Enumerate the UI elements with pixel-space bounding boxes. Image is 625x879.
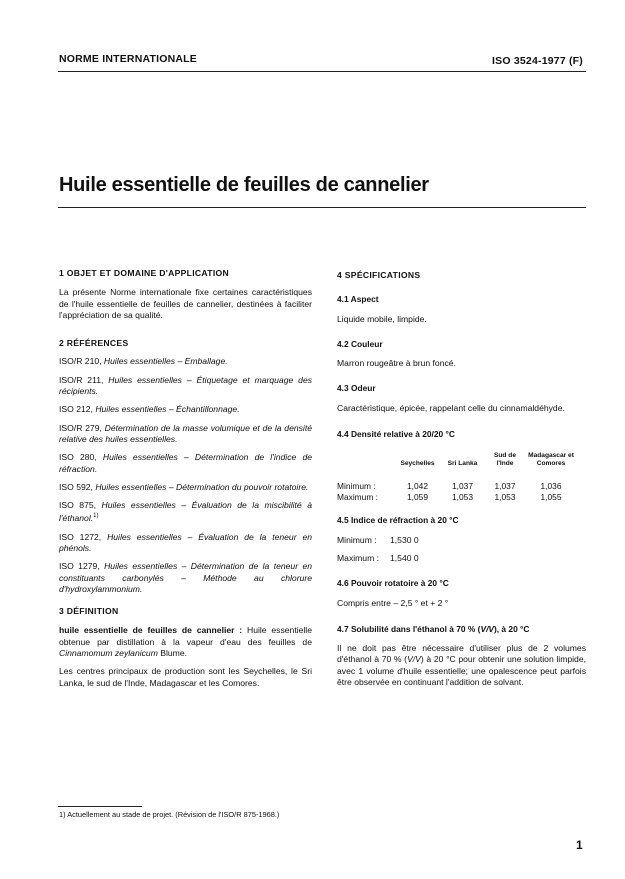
refraction-max-value: 1,540 0 xyxy=(390,552,419,563)
row-label: Minimum : xyxy=(337,481,376,492)
reference-number: ISO/R 279, xyxy=(59,422,102,433)
references-list xyxy=(59,356,312,595)
reference-number: ISO 592, xyxy=(59,481,93,492)
production-centres: Les centres principaux de production sont les Seychelles, le Sri Lanka, le sud de l'Inde, Madagascar et les Comores. xyxy=(59,666,312,688)
row-label: Maximum : xyxy=(337,492,378,503)
row-label: Minimum : xyxy=(337,534,377,545)
reference-item xyxy=(59,482,312,493)
reference-title: Huiles essentielles – Échantillonnage. xyxy=(95,404,240,415)
density-row-minimum xyxy=(337,481,577,492)
section-2-heading: 2 RÉFÉRENCES xyxy=(59,338,129,349)
table-cell: 1,055 xyxy=(540,492,562,503)
reference-item xyxy=(59,423,312,446)
right-column xyxy=(337,270,586,688)
title-rule xyxy=(58,207,586,208)
solubilite-heading xyxy=(337,624,586,635)
left-column xyxy=(59,268,312,689)
definition-term: huile essentielle de feuilles de cannelier : xyxy=(59,625,243,636)
solubilite-text-vv: V/V xyxy=(407,654,421,665)
odeur-text: Caractéristique, épicée, rappelant celle du cinnamaldéhyde. xyxy=(337,402,565,413)
density-col-header: Sri Lanka xyxy=(447,460,478,468)
definition-body: Huile essentielle obtenue par distillation à la vapeur d'eau des feuilles de xyxy=(59,625,312,647)
table-cell: 1,042 xyxy=(407,481,428,492)
couleur-text: Marron rougeâtre à brun foncé. xyxy=(337,358,456,369)
reference-title: Huiles essentielles – Détermination de la teneur en constituants carbonylés – Méthode au chlorure d'hydroxylammonium. xyxy=(59,561,313,594)
footnote-rule xyxy=(58,806,142,807)
density-col-header: Sud de l'Inde xyxy=(494,452,516,468)
reference-item xyxy=(59,375,312,398)
reference-title: Huiles essentielles – Évaluation de la miscibilité à l'éthanol. xyxy=(59,500,312,524)
density-col-header: Madagascar et Comores xyxy=(528,452,574,468)
aspect-text: Liquide mobile, limpide. xyxy=(337,313,427,324)
reference-item xyxy=(59,356,312,367)
refraction-min-value: 1,530 0 xyxy=(390,534,419,545)
table-cell: 1,036 xyxy=(540,481,562,492)
reference-title: Huiles essentielles – Étiquetage et marquage des récipients. xyxy=(59,374,313,397)
reference-number: ISO 1279, xyxy=(59,561,100,572)
densite-heading: 4.4 Densité relative à 20/20 °C xyxy=(337,429,455,440)
refraction-heading: 4.5 Indice de réfraction à 20 °C xyxy=(337,515,459,526)
reference-title: Huiles essentielles – Détermination de l'indice de réfraction. xyxy=(59,452,313,474)
reference-number: ISO/R 211, xyxy=(59,374,104,385)
page-number: 1 xyxy=(576,838,583,852)
solubilite-heading-a: 4.7 Solubilité dans l'éthanol à 70 % ( xyxy=(337,623,481,634)
reference-title: Détermination de la masse volumique et de la densité relative des huiles essentielles. xyxy=(59,422,312,444)
density-row-maximum xyxy=(337,492,577,503)
section-4-heading: 4 SPÉCIFICATIONS xyxy=(337,270,421,280)
table-cell: 1,053 xyxy=(452,492,473,503)
section-3-heading: 3 DÉFINITION xyxy=(59,606,119,617)
reference-title: Huiles essentielles – Évaluation de la teneur en phénols. xyxy=(59,531,312,553)
reference-item xyxy=(59,561,312,595)
odeur-heading: 4.3 Odeur xyxy=(337,383,376,394)
solubilite-text-a: Il ne doit pas être nécessaire d'utiliser plus de 2 volumes d'éthanol à 70 % ( xyxy=(337,643,586,665)
reference-item xyxy=(59,452,312,475)
reference-item xyxy=(59,500,312,524)
table-cell: 1,053 xyxy=(494,492,516,503)
reference-number: ISO 280, xyxy=(59,452,97,463)
reference-title: Huiles essentielles – Emballage. xyxy=(103,356,228,367)
couleur-heading: 4.2 Couleur xyxy=(337,338,383,349)
reference-number: ISO 212, xyxy=(59,404,93,415)
table-cell: 1,037 xyxy=(452,481,473,492)
reference-number: ISO 1272, xyxy=(59,531,102,542)
reference-item xyxy=(59,532,312,555)
footnote-marker: 1) xyxy=(93,513,99,520)
rotation-text: Compris entre – 2,5 ° et + 2 ° xyxy=(337,597,449,608)
solubilite-heading-b: ), à 20 °C xyxy=(493,623,530,634)
page-title: Huile essentielle de feuilles de cannelier xyxy=(59,174,429,196)
header-left: NORME INTERNATIONALE xyxy=(59,53,197,65)
footnote: 1) Actuellement au stade de projet. (Révision de l'ISO/R 875-1968.) xyxy=(59,810,280,819)
table-cell: 1,059 xyxy=(407,492,428,503)
density-col-header: Seychelles xyxy=(400,460,435,468)
definition-author: Blume. xyxy=(157,647,188,658)
solubilite-text xyxy=(337,643,586,688)
definition-text xyxy=(59,625,312,659)
reference-item xyxy=(59,404,312,415)
rotation-heading: 4.6 Pouvoir rotatoire à 20 °C xyxy=(337,578,449,589)
header-right: ISO 3524-1977 (F) xyxy=(492,55,583,67)
density-header-row xyxy=(337,446,577,468)
reference-title: Huiles essentielles – Détermination du pouvoir rotatoire. xyxy=(95,481,309,492)
section-1-text: La présente Norme internationale fixe certaines caractéristiques de l'huile essentielle de feuilles de cannelier, destinées à faciliter l'appréciation de sa qualité. xyxy=(59,287,312,320)
section-1-heading: 1 OBJET ET DOMAINE D'APPLICATION xyxy=(59,268,230,278)
solubilite-heading-vv: V/V xyxy=(480,623,494,634)
refraction-min xyxy=(337,535,586,546)
solubilite-text-b: ) à 20 °C pour obtenir une solution limpide, avec 1 volume d'huile essentielle; une opalescence peut parfois être observée en continuant l'addition de solvant. xyxy=(337,654,586,688)
row-label: Maximum : xyxy=(337,552,380,563)
density-table xyxy=(337,446,577,503)
header-rule xyxy=(58,71,586,72)
reference-number: ISO 875, xyxy=(59,500,97,511)
reference-number: ISO/R 210, xyxy=(59,356,102,367)
species-name: Cinnamomum zeylanicum xyxy=(59,647,158,658)
aspect-heading: 4.1 Aspect xyxy=(337,294,379,305)
refraction-max xyxy=(337,553,586,564)
table-cell: 1,037 xyxy=(494,481,516,492)
